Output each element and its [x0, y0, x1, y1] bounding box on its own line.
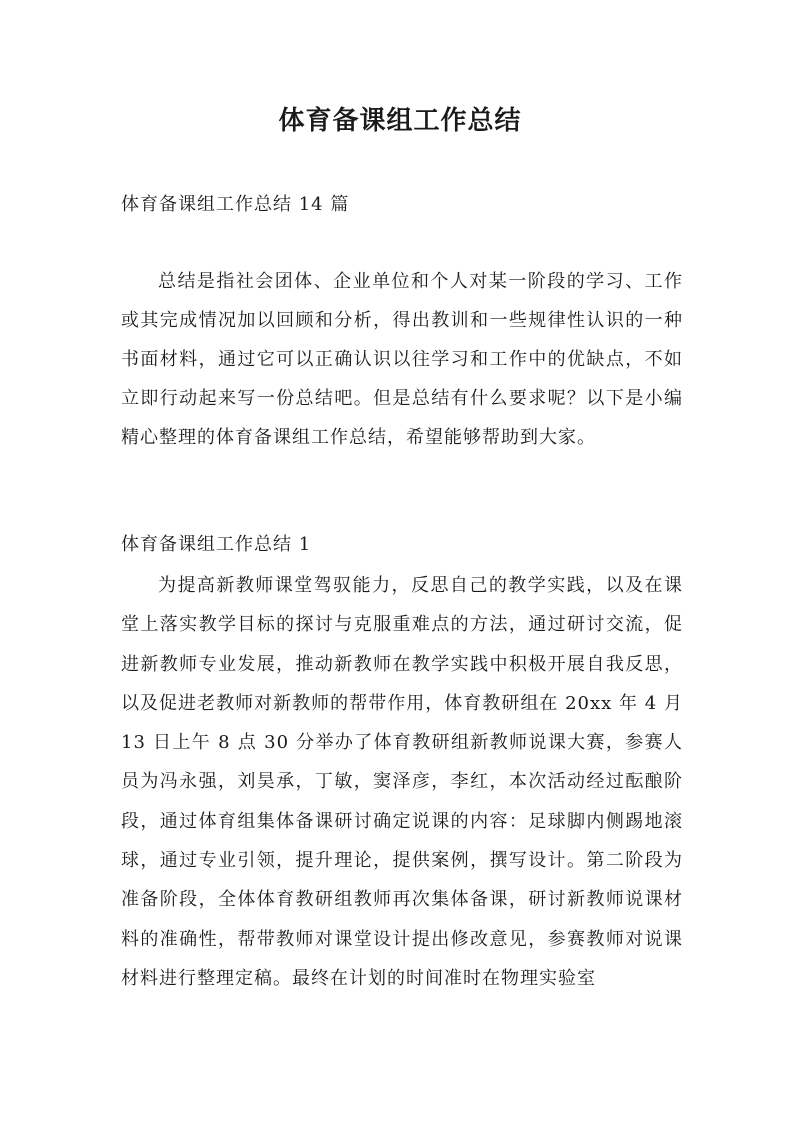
- section-body-paragraph: 为提高新教师课堂驾驭能力，反思自己的教学实践，以及在课堂上落实教学目标的探讨与克服重难点的方法，通过研讨交流，促进新教师专业发展，推动新教师在教学实践中积极开展自我反思，以及促进老教师对新教师的帮带作用，体育教研组在 20xx 年 4 月 13 日上午 8 点 30 分举办了体育教研组新教师说课大赛，参赛人员为冯永强，刘昊承，丁敏，窦泽彦，李红，本次活动经过酝酿阶段，通过体育组集体备课研讨确定说课的内容：足球脚内侧踢地滚球，通过专业引领，提升理论，提供案例，撰写设计。第二阶段为准备阶段，全体体育教研组教师再次集体备课，研讨新教师说课材料的准确性，帮带教师对课堂设计提出修改意见，参赛教师对说课材料进行整理定稿。最终在计划的时间准时在物理实验室: [121, 575, 683, 989]
- intro-paragraph: 总结是指社会团体、企业单位和个人对某一阶段的学习、工作或其完成情况加以回顾和分析，得出教训和一些规律性认识的一种书面材料，通过它可以正确认识以往学习和工作中的优缺点，不如立即行动起来写一份总结吧。但是总结有什么要求呢？以下是小编精心整理的体育备课组工作总结，希望能够帮助到大家。: [121, 271, 683, 448]
- document-subtitle: 体育备课组工作总结 14 篇: [121, 194, 350, 215]
- section-heading: 体育备课组工作总结 1: [121, 534, 312, 555]
- document-title: 体育备课组工作总结: [278, 106, 522, 136]
